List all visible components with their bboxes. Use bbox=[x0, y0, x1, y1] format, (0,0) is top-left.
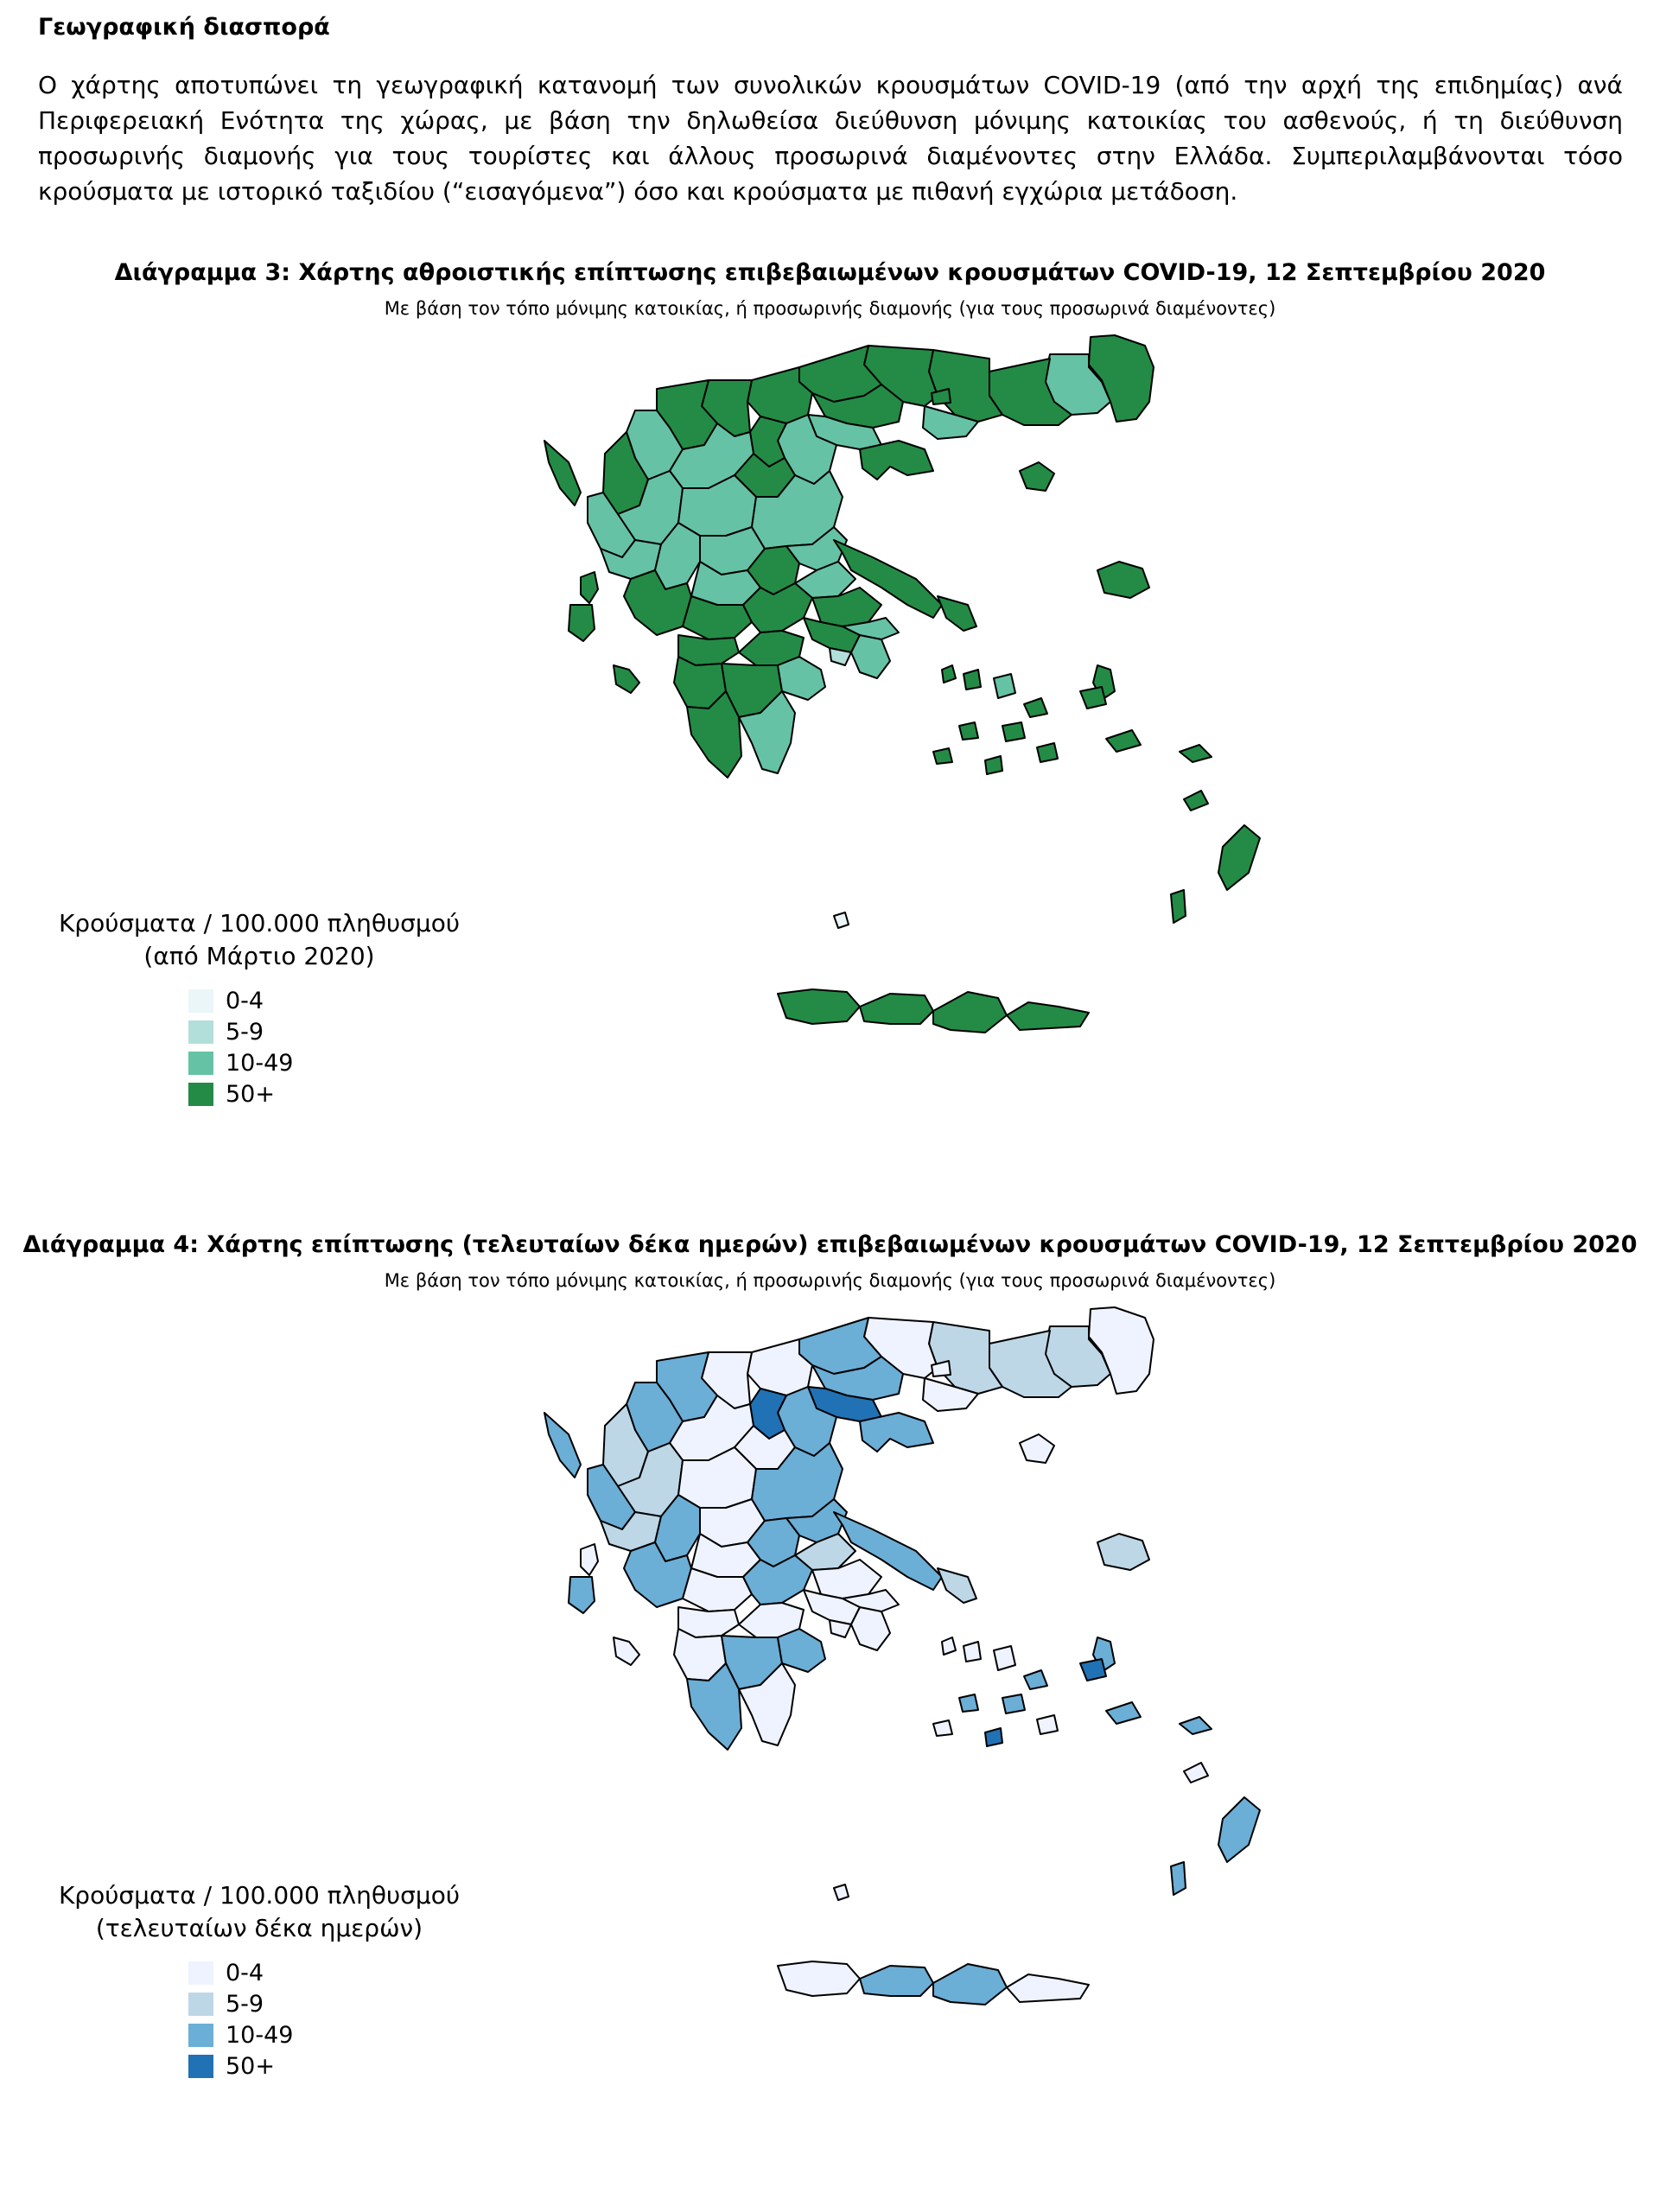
legend-swatch bbox=[188, 989, 213, 1013]
regional-unit bbox=[1106, 1702, 1141, 1724]
regional-unit bbox=[985, 756, 1002, 774]
regional-unit bbox=[860, 441, 933, 480]
regional-unit bbox=[942, 1637, 956, 1655]
regional-unit bbox=[964, 1642, 981, 1662]
regional-unit bbox=[994, 674, 1015, 698]
regional-unit bbox=[544, 1413, 581, 1478]
legend-items bbox=[188, 1957, 484, 2082]
legend-item bbox=[188, 2019, 484, 2050]
regional-unit bbox=[834, 912, 849, 928]
regional-unit bbox=[1218, 1797, 1260, 1862]
regional-unit bbox=[933, 1720, 952, 1736]
regional-unit bbox=[994, 1646, 1015, 1670]
regional-unit bbox=[614, 1637, 639, 1665]
regional-unit bbox=[938, 596, 976, 631]
regional-unit bbox=[860, 1413, 933, 1452]
map-subtitle: Με βάση τον τόπο μόνιμης κατοικίας, ή προσωρινής διαμονής (για τους προσωρινά διαμένοντες) bbox=[384, 1270, 1276, 1291]
regional-unit bbox=[1037, 743, 1058, 762]
regional-unit bbox=[1037, 1715, 1058, 1734]
legend-title bbox=[35, 907, 484, 973]
regional-unit bbox=[860, 994, 933, 1024]
regional-unit bbox=[933, 1964, 1007, 2005]
legend-title-line: Κρούσματα / 100.000 πληθυσμού bbox=[58, 1881, 461, 1910]
regional-unit bbox=[1020, 462, 1054, 491]
regional-unit bbox=[1024, 1670, 1047, 1689]
regional-unit bbox=[1218, 825, 1260, 890]
regional-unit bbox=[851, 1607, 890, 1650]
regional-unit bbox=[851, 635, 890, 678]
regional-unit bbox=[933, 992, 1007, 1033]
legend-item bbox=[188, 1078, 484, 1109]
map-legend bbox=[35, 1879, 484, 2082]
regional-unit bbox=[614, 665, 639, 693]
regional-unit bbox=[1080, 1659, 1106, 1681]
legend-swatch bbox=[188, 1993, 213, 2016]
regional-unit bbox=[1171, 890, 1186, 923]
regional-unit bbox=[959, 722, 978, 740]
regional-unit bbox=[1007, 1974, 1089, 2002]
regional-unit bbox=[581, 1544, 598, 1575]
regional-unit bbox=[959, 1694, 978, 1712]
legend-label: 0-4 bbox=[226, 1959, 264, 1986]
legend-label: 10-49 bbox=[226, 2021, 294, 2049]
legend-label: 5-9 bbox=[226, 1990, 264, 2018]
legend-title-line: Κρούσματα / 100.000 πληθυσμού bbox=[58, 909, 461, 938]
regional-unit bbox=[544, 441, 581, 505]
regional-unit bbox=[1097, 562, 1149, 598]
section-heading: Γεωγραφική διασπορά bbox=[38, 14, 330, 41]
regional-unit bbox=[933, 748, 952, 764]
intro-paragraph: Ο χάρτης αποτυπώνει τη γεωγραφική κατανομή των συνολικών κρουσμάτων COVID-19 (από την αρχή της επιδημίας) ανά Περιφερειακή Ενότητα της χώρας, με βάση την δηλωθείσα διεύθυνση μόνιμης κατοικίας του ασθενούς, ή τη διεύθυνση προσωρινής διαμονής για τους τουρίστες και άλλους προσωρινά διαμένοντες στην Ελλάδα. Συμπεριλαμβάνονται τόσο κρούσματα με ιστορικό ταξιδίου (“εισαγόμενα”) όσο και κρούσματα με πιθανή εγχώρια μετάδοση. bbox=[38, 71, 1623, 206]
regional-unit bbox=[1002, 722, 1025, 741]
regional-unit bbox=[1171, 1862, 1186, 1895]
regional-unit bbox=[1180, 1717, 1212, 1734]
map-title: Διάγραμμα 4: Χάρτης επίπτωσης (τελευταίων δέκα ημερών) επιβεβαιωμένων κρουσμάτων COVID-19, 12 Σεπτεμβρίου 2020 bbox=[22, 1231, 1638, 1258]
regional-unit bbox=[581, 572, 598, 603]
legend-label: 50+ bbox=[226, 2052, 275, 2080]
regional-unit bbox=[964, 670, 981, 690]
regional-unit bbox=[569, 1577, 595, 1613]
legend-title-line: (τελευταίων δέκα ημερών) bbox=[95, 1914, 423, 1942]
regional-unit bbox=[1020, 1434, 1054, 1463]
regional-unit bbox=[1002, 1694, 1025, 1713]
legend-label: 50+ bbox=[226, 1080, 275, 1108]
regional-unit bbox=[569, 605, 595, 641]
legend-items bbox=[188, 985, 484, 1109]
legend-swatch bbox=[188, 1052, 213, 1075]
regional-unit bbox=[860, 1966, 933, 1996]
map-title: Διάγραμμα 3: Χάρτης αθροιστικής επίπτωσης επιβεβαιωμένων κρουσμάτων COVID-19, 12 Σεπτεμβρίου 2020 bbox=[114, 259, 1546, 286]
regional-unit bbox=[1106, 730, 1141, 752]
regional-unit bbox=[834, 1885, 849, 1900]
legend-swatch bbox=[188, 2024, 213, 2047]
legend-swatch bbox=[188, 2055, 213, 2078]
legend-label: 10-49 bbox=[226, 1049, 294, 1077]
map-legend bbox=[35, 907, 484, 1109]
legend-swatch bbox=[188, 1961, 213, 1985]
legend-label: 5-9 bbox=[226, 1018, 264, 1046]
legend-item bbox=[188, 1988, 484, 2019]
legend-title-line: (από Μάρτιο 2020) bbox=[143, 942, 375, 970]
legend-item bbox=[188, 2050, 484, 2082]
legend-title bbox=[35, 1879, 484, 1945]
regional-unit bbox=[778, 989, 860, 1024]
legend-item bbox=[188, 1047, 484, 1078]
regional-unit bbox=[1007, 1002, 1089, 1030]
regional-unit bbox=[778, 657, 825, 700]
regional-unit bbox=[778, 1961, 860, 1996]
regional-unit bbox=[1097, 1534, 1149, 1570]
regional-unit bbox=[942, 665, 956, 683]
legend-item bbox=[188, 985, 484, 1016]
regional-unit bbox=[938, 1568, 976, 1603]
regional-unit bbox=[778, 1629, 825, 1672]
map-subtitle: Με βάση τον τόπο μόνιμης κατοικίας, ή προσωρινής διαμονής (για τους προσωρινά διαμένοντες) bbox=[384, 298, 1276, 319]
regional-unit bbox=[1080, 687, 1106, 709]
legend-item bbox=[188, 1957, 484, 1988]
legend-label: 0-4 bbox=[226, 987, 264, 1014]
legend-swatch bbox=[188, 1020, 213, 1044]
regional-unit bbox=[1180, 745, 1212, 762]
regional-unit bbox=[1184, 1763, 1208, 1783]
regional-unit bbox=[1184, 791, 1208, 810]
regional-unit bbox=[985, 1728, 1002, 1746]
regional-unit bbox=[1024, 698, 1047, 717]
legend-swatch bbox=[188, 1083, 213, 1106]
legend-item bbox=[188, 1016, 484, 1047]
